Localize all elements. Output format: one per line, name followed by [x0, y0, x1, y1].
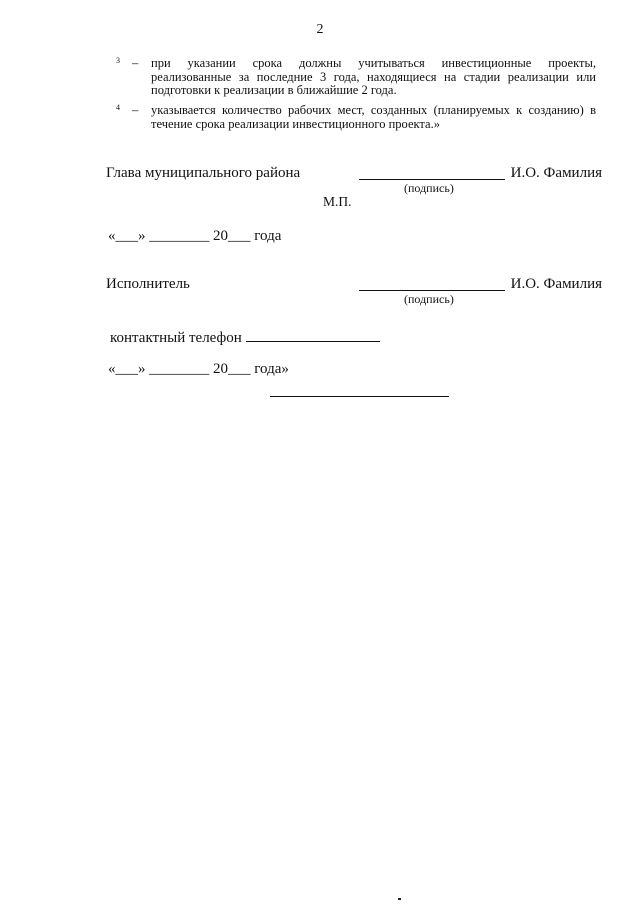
footnote-text: при указании срока должны учитываться инвестиционные проекты, реализованные за последние 3 года, находящиеся на стадии реализации или подготовки к реализации в ближайшие 2 года.	[151, 56, 596, 97]
head-signature-row	[106, 165, 602, 185]
closing-rule	[270, 396, 449, 397]
executor-signature-caption: (подпись)	[404, 292, 454, 306]
executor-title: Исполнитель	[106, 276, 190, 292]
footnote-4	[116, 104, 596, 131]
footnote-number: 3	[116, 56, 120, 65]
executor-signature-row	[106, 276, 602, 296]
contact-phone	[110, 327, 380, 347]
scan-mark	[398, 898, 401, 900]
contact-phone-label: контактный телефон	[110, 330, 242, 346]
footnote-dash: –	[132, 56, 139, 70]
head-signature-caption: (подпись)	[404, 181, 454, 195]
head-name: И.О. Фамилия	[510, 165, 602, 181]
executor-signature-line	[359, 290, 505, 291]
footnote-3	[116, 57, 596, 98]
footnote-number: 4	[116, 103, 120, 112]
footnote-dash: –	[132, 103, 139, 117]
page-number: 2	[316, 22, 324, 37]
head-date-line: «___» ________ 20___ года	[108, 228, 282, 244]
executor-name: И.О. Фамилия	[510, 276, 602, 292]
contact-phone-blank	[246, 327, 380, 342]
head-title: Глава муниципального района	[106, 165, 301, 181]
executor-date-line: «___» ________ 20___ года»	[108, 361, 289, 377]
footnote-text: указывается количество рабочих мест, созданных (планируемых к созданию) в течение срока реализации инвестиционного проекта.»	[151, 103, 596, 131]
head-signature-line	[359, 179, 505, 180]
stamp-label: М.П.	[323, 194, 352, 209]
